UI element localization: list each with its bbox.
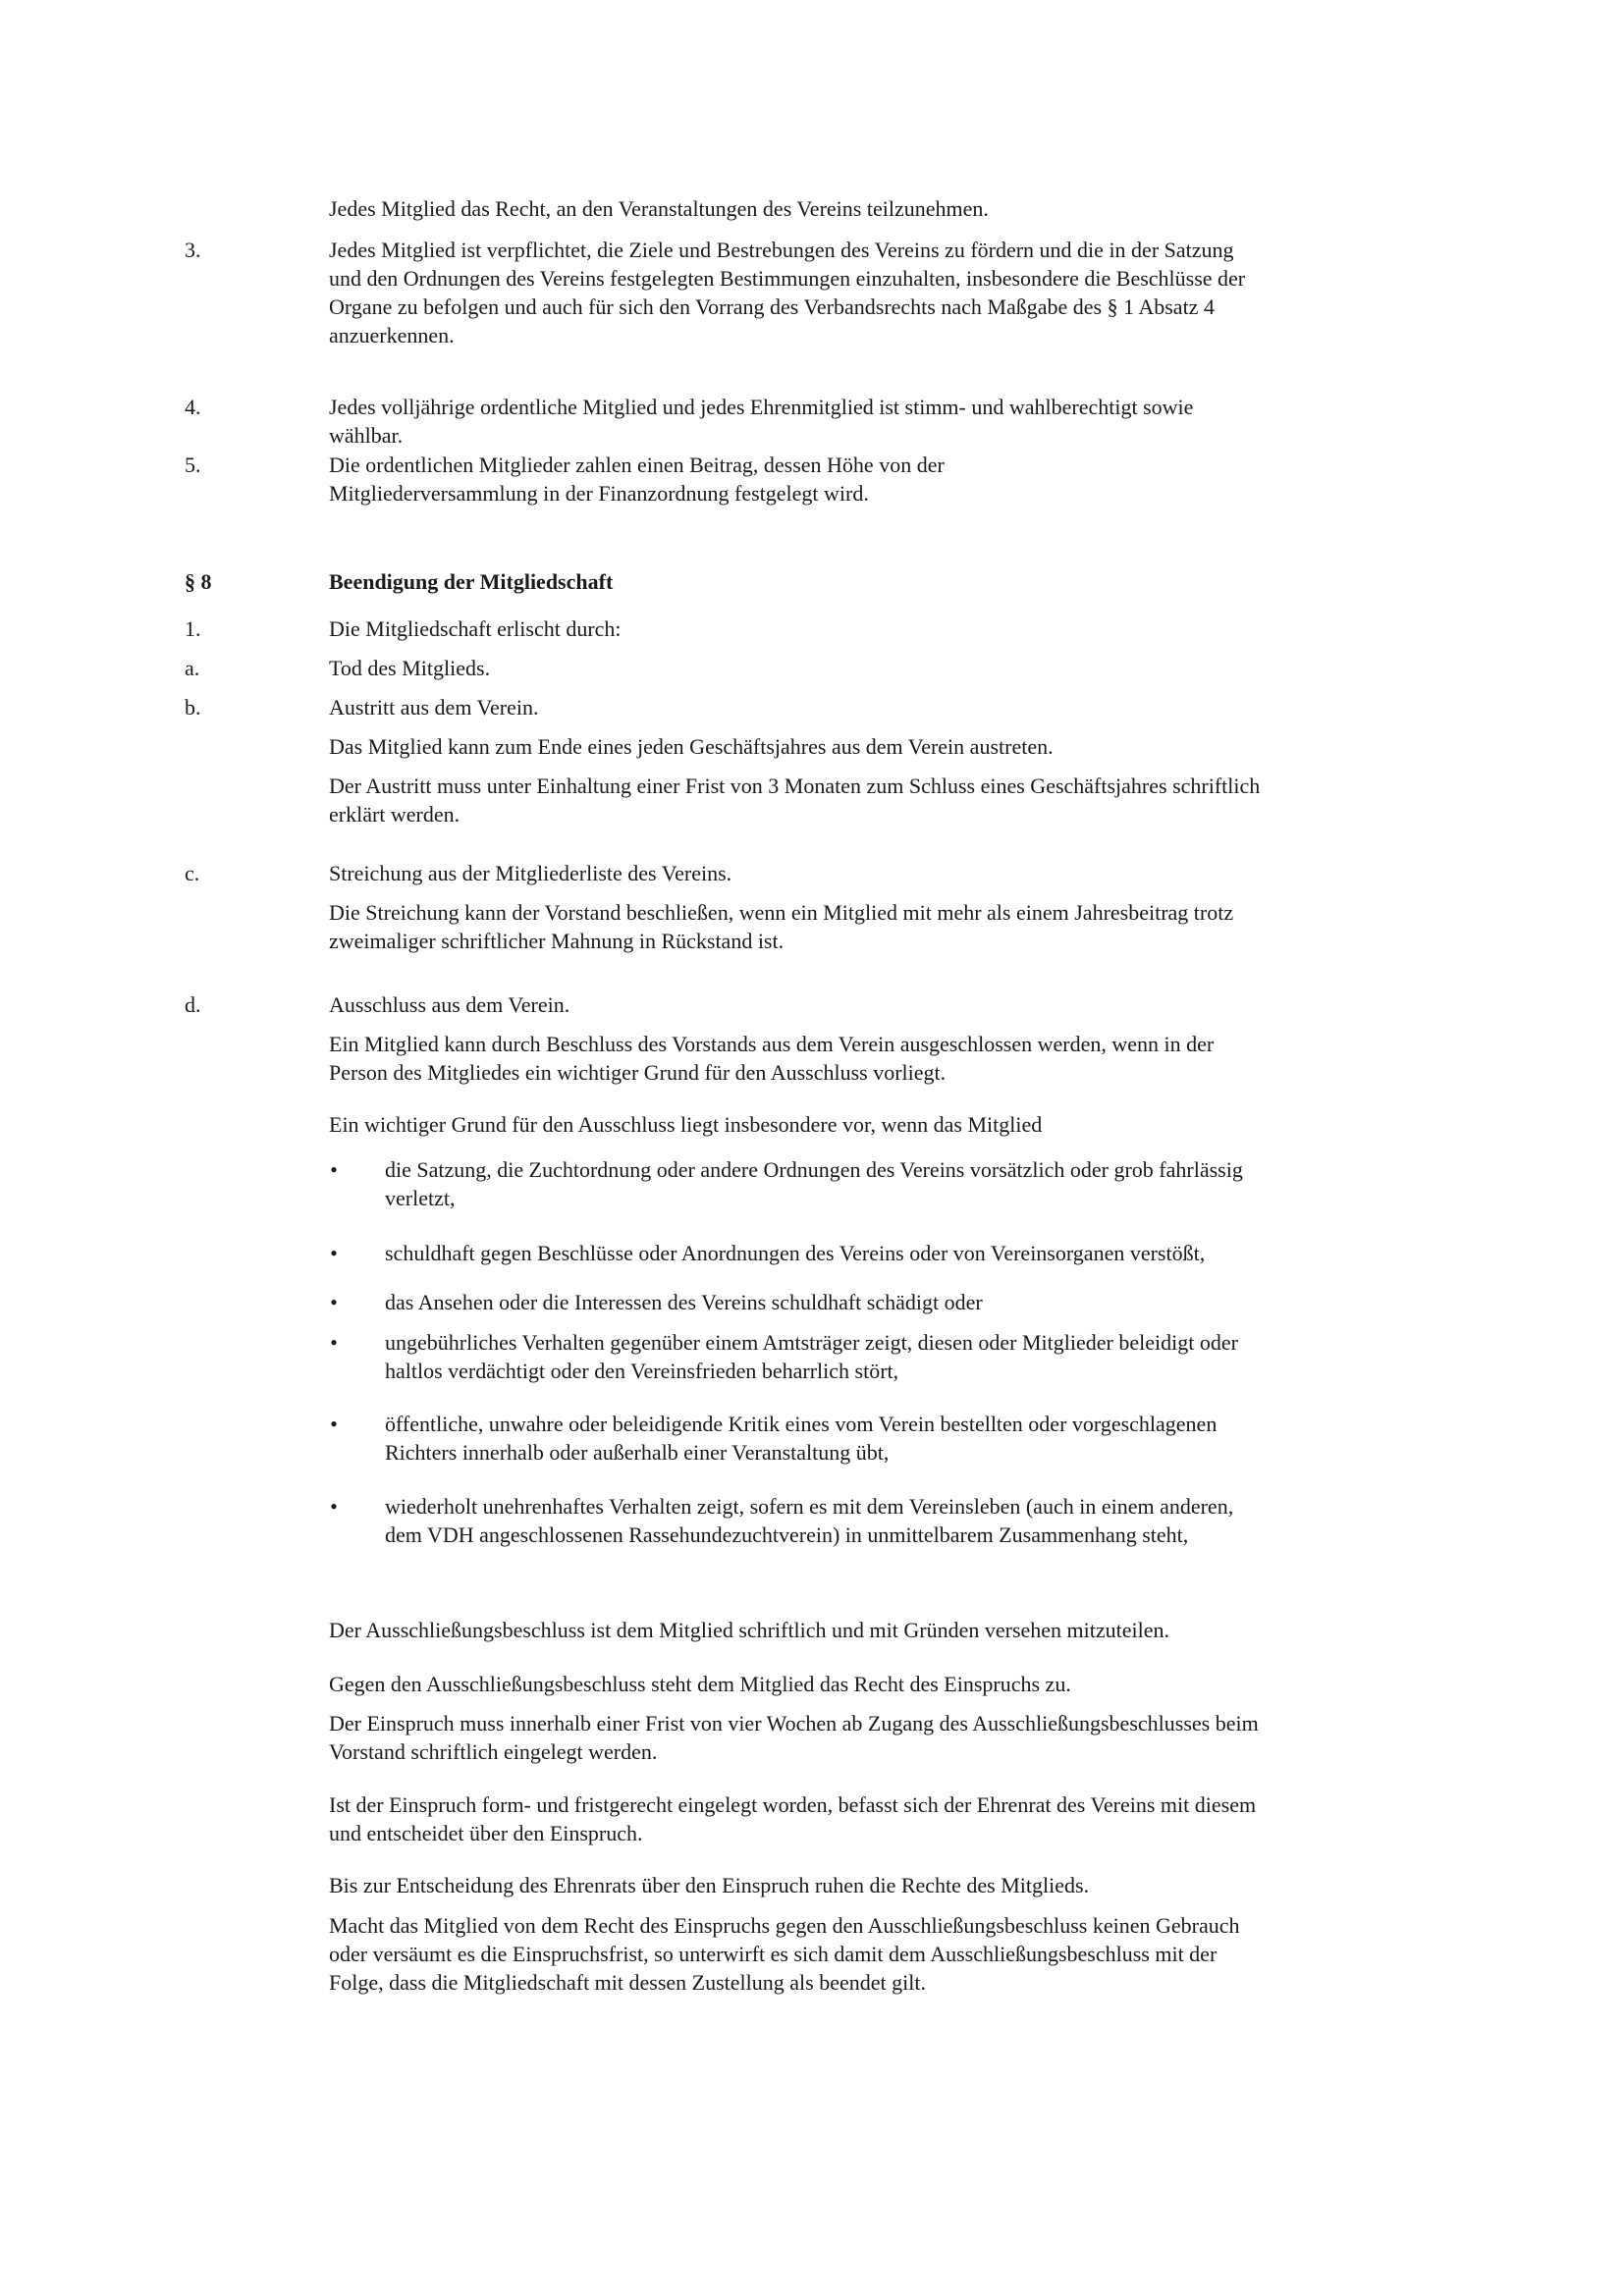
item-number: 5. (185, 453, 201, 477)
text-line: dem VDH angeschlossenen Rassehundezuchtverein) in unmittelbarem Zusammenhang steht, (385, 1522, 1189, 1547)
bullet-text (385, 1155, 1421, 1212)
text-line: öffentliche, unwahre oder beleidigende Kritik eines vom Verein bestellten oder vorgeschlagenen (385, 1412, 1218, 1436)
item-number: 4. (185, 395, 201, 419)
text-line: Die ordentlichen Mitglieder zahlen einen Beitrag, dessen Höhe von der (329, 453, 945, 477)
item-text (329, 393, 1421, 450)
bullet-text (385, 1328, 1421, 1385)
text-line: Ein Mitglied kann durch Beschluss des Vorstands aus dem Verein ausgeschlossen werden, wenn in der (329, 1032, 1215, 1056)
item-text: Ausschluss aus dem Verein. (329, 992, 570, 1017)
section-number: § 8 (185, 569, 212, 594)
bullet-icon: • (330, 1494, 338, 1519)
text-line: Das Mitglied kann zum Ende eines jeden Geschäftsjahres aus dem Verein austreten. (329, 734, 1054, 759)
item-text: Streichung aus der Mitgliederliste des Vereins. (329, 861, 732, 885)
text-line: Der Ausschließungsbeschluss ist dem Mitglied schriftlich und mit Gründen versehen mitzuteilen. (329, 1618, 1170, 1642)
rights-line: Jedes Mitglied das Recht, an den Veranstaltungen des Vereins teilzunehmen. (329, 196, 989, 221)
text-line: anzuerkennen. (329, 323, 455, 347)
bullet-text (385, 1492, 1421, 1549)
item-text: Die Mitgliedschaft erlischt durch: (329, 616, 622, 641)
bullet-text: schuldhaft gegen Beschlüsse oder Anordnungen des Vereins oder von Vereinsorganen verstößt, (385, 1241, 1206, 1265)
text-line: und den Ordnungen des Vereins festgelegten Bestimmungen einzuhalten, insbesondere die Beschlüsse der (329, 266, 1246, 291)
text-line: Richters innerhalb oder außerhalb einer Veranstaltung übt, (385, 1440, 890, 1465)
item-text (329, 1030, 1421, 1087)
bullet-text (385, 1410, 1421, 1467)
text-line: Macht das Mitglied von dem Recht des Einspruchs gegen den Ausschließungsbeschluss keinen Gebrauch (329, 1913, 1240, 1938)
item-text: Tod des Mitglieds. (329, 656, 491, 680)
text-line: Gegen den Ausschließungsbeschluss steht dem Mitglied das Recht des Einspruchs zu. (329, 1672, 1071, 1696)
item-text (329, 236, 1421, 349)
item-text (329, 1790, 1421, 1847)
bullet-text: das Ansehen oder die Interessen des Vereins schuldhaft schädigt oder (385, 1290, 983, 1314)
text-line: erklärt werden. (329, 802, 460, 827)
text-line: Der Einspruch muss innerhalb einer Frist von vier Wochen ab Zugang des Ausschließungsbeschlusses beim (329, 1711, 1259, 1735)
text-line: Folge, dass die Mitgliedschaft mit dessen Zustellung als beendet gilt. (329, 1970, 926, 1995)
text-line: Person des Mitgliedes ein wichtiger Grund für den Ausschluss vorliegt. (329, 1060, 947, 1085)
item-letter: d. (185, 992, 201, 1017)
text-line: verletzt, (385, 1186, 456, 1210)
bullet-icon: • (330, 1290, 338, 1314)
item-number: 1. (185, 616, 201, 641)
text-line: Organe zu befolgen und auch für sich den Vorrang des Verbandsrechts nach Maßgabe des § 1 Absatz 4 (329, 294, 1215, 319)
text-line: Vorstand schriftlich eingelegt werden. (329, 1739, 658, 1764)
item-text (329, 898, 1421, 955)
text-line: oder versäumt es die Einspruchsfrist, so unterwirft es sich damit dem Ausschließungsbeschluss mit der (329, 1942, 1218, 1966)
text-line: Jedes Mitglied ist verpflichtet, die Ziele und Bestrebungen des Vereins zu fördern und die in der Satzung (329, 238, 1234, 262)
bullet-icon: • (330, 1412, 338, 1436)
text-line: Jedes volljährige ordentliche Mitglied und jedes Ehrenmitglied ist stimm- und wahlberechtigt sowie (329, 395, 1194, 419)
text-line: Bis zur Entscheidung des Ehrenrats über den Einspruch ruhen die Rechte des Mitglieds. (329, 1873, 1090, 1897)
item-text (329, 451, 1421, 507)
bullet-icon: • (330, 1330, 338, 1355)
item-text (329, 1911, 1421, 1997)
text-line: Mitgliederversammlung in der Finanzordnung festgelegt wird. (329, 481, 869, 506)
item-text (329, 1709, 1421, 1766)
text-line: wählbar. (329, 423, 404, 448)
item-text: Austritt aus dem Verein. (329, 695, 539, 720)
text-line: Die Streichung kann der Vorstand beschließen, wenn ein Mitglied mit mehr als einem Jahresbeitrag trotz (329, 900, 1234, 925)
item-letter: c. (185, 861, 200, 885)
item-letter: a. (185, 656, 200, 680)
text-line: Ein wichtiger Grund für den Ausschluss liegt insbesondere vor, wenn das Mitglied (329, 1112, 1043, 1137)
item-number: 3. (185, 238, 201, 262)
text-line: haltlos verdächtigt oder den Vereinsfrieden beharrlich stört, (385, 1359, 899, 1383)
bullet-icon: • (330, 1241, 338, 1265)
text-line: Ist der Einspruch form- und fristgerecht eingelegt worden, befasst sich der Ehrenrat des Vereins mit diesem (329, 1792, 1257, 1817)
text-line: die Satzung, die Zuchtordnung oder andere Ordnungen des Vereins vorsätzlich oder grob fahrlässig (385, 1157, 1243, 1182)
text-line: und entscheidet über den Einspruch. (329, 1821, 643, 1845)
item-letter: b. (185, 695, 201, 720)
section-title: Beendigung der Mitgliedschaft (329, 569, 614, 594)
item-text (329, 772, 1421, 828)
text-line: Der Austritt muss unter Einhaltung einer Frist von 3 Monaten zum Schluss eines Geschäftsjahres schriftlich (329, 774, 1261, 798)
text-line: ungebührliches Verhalten gegenüber einem Amtsträger zeigt, diesen oder Mitglieder beleidigt oder (385, 1330, 1238, 1355)
text-line: zweimaliger schriftlicher Mahnung in Rückstand ist. (329, 929, 785, 953)
bullet-icon: • (330, 1157, 338, 1182)
text-line: wiederholt unehrenhaftes Verhalten zeigt, sofern es mit dem Vereinsleben (auch in einem anderen, (385, 1494, 1234, 1519)
